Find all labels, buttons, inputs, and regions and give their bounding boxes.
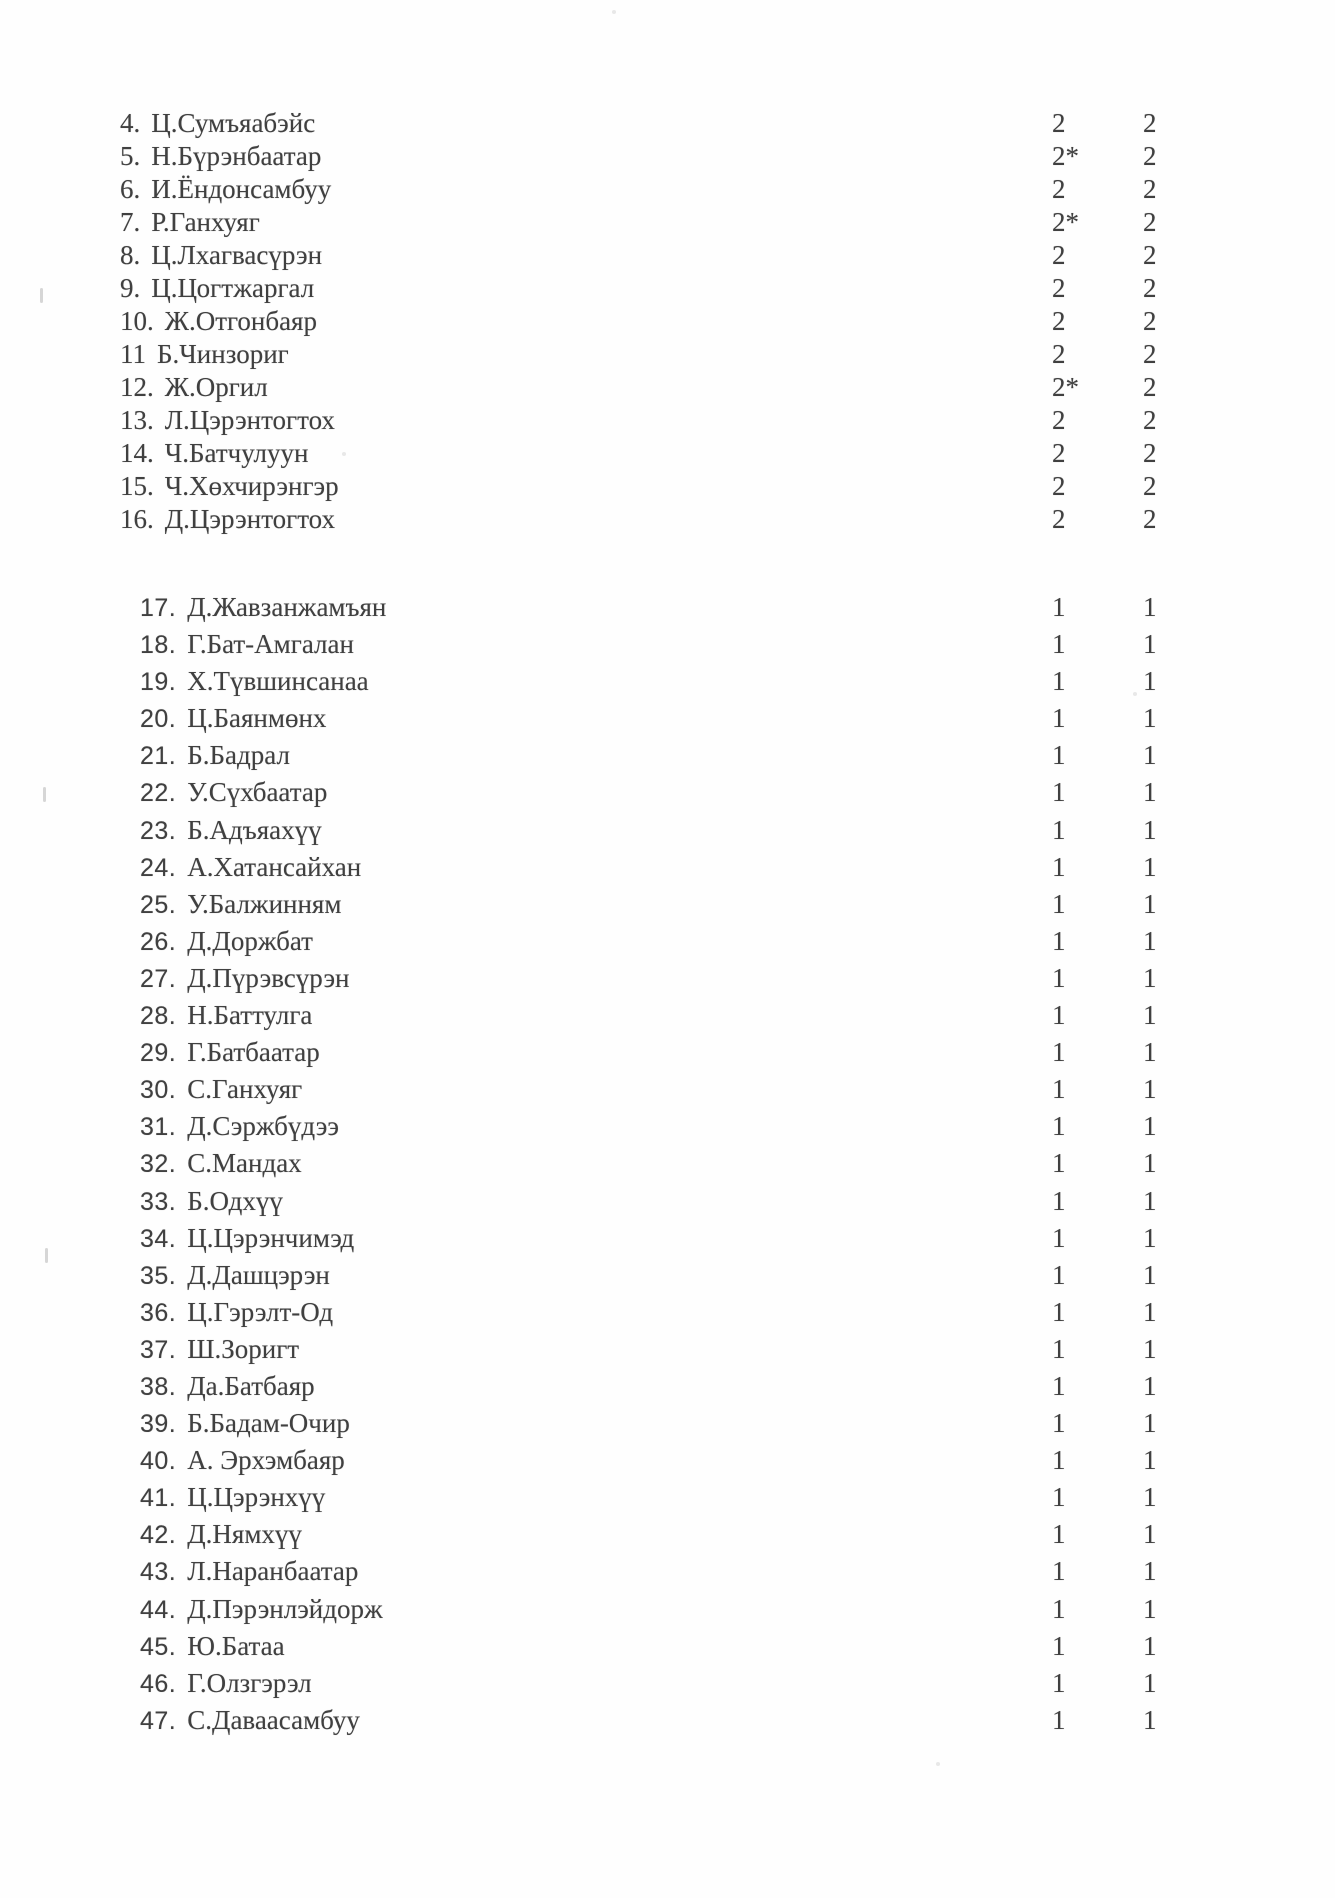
value-column-1: 1 [1052,1482,1066,1513]
value-column-2: 2 [1143,174,1157,204]
value-column-1: 1 [1052,1259,1066,1290]
value-column-1: 1 [1052,1222,1066,1253]
person-name: Ц.Гэрэлт-Од [187,1296,334,1327]
value-column-2: 1 [1143,1370,1157,1401]
person-name: Г.Бат-Амгалан [187,629,354,660]
value-column-2: 1 [1143,703,1157,734]
value-column-1: 2 [1052,273,1066,303]
scan-artifact [43,787,46,802]
person-name: С.Ганхуяг [187,1074,303,1105]
person-name: Ш.Зоригт [187,1333,300,1364]
value-column-1: 2 [1052,405,1066,435]
person-name: Ю.Батаа [187,1630,285,1661]
value-column-1: 1 [1052,888,1066,919]
value-column-2: 1 [1143,1111,1157,1142]
value-column-2: 1 [1143,1445,1157,1476]
list-row [0,589,1335,626]
value-column-2: 2 [1143,405,1157,435]
person-name: Н.Баттулга [187,1000,313,1031]
person-name: Х.Түвшинсанаа [187,666,369,697]
value-column-2: 1 [1143,1000,1157,1031]
row-number: 23. [140,816,177,845]
list-row [0,1145,1335,1182]
value-column-2: 2 [1143,207,1157,237]
scan-artifact [40,288,43,303]
list-row [0,1331,1335,1368]
row-number: 35. [140,1261,177,1290]
value-column-1: 1 [1052,1074,1066,1105]
value-column-2: 1 [1143,666,1157,697]
person-name: Ч.Батчулуун [164,438,309,468]
value-column-2: 1 [1143,1593,1157,1624]
person-name: Б.Чинзориг [157,339,289,369]
row-number: 4. [120,108,141,138]
value-column-2: 1 [1143,777,1157,808]
list-row [0,404,1335,437]
value-column-2: 1 [1143,1185,1157,1216]
value-column-1: 1 [1052,814,1066,845]
value-column-2: 1 [1143,1630,1157,1661]
value-column-1: 1 [1052,703,1066,734]
row-number: 19. [140,668,177,697]
list-row [0,1628,1335,1665]
value-column-1: 1 [1052,1445,1066,1476]
row-number: 13. [120,405,154,435]
person-name: Ж.Оргил [164,372,268,402]
value-column-2: 1 [1143,1667,1157,1698]
row-number: 39. [140,1410,177,1439]
row-number: 11 [120,339,146,369]
person-name: А.Хатансайхан [187,851,362,882]
value-column-1: 1 [1052,1593,1066,1624]
row-number: 27. [140,964,177,993]
row-number: 29. [140,1039,177,1068]
person-name: Н.Бүрэнбаатар [151,141,322,171]
person-name: Д.Жавзанжамъян [187,592,387,622]
value-column-1: 1 [1052,740,1066,771]
value-column-1: 1 [1052,1630,1066,1661]
value-column-1: 1 [1052,1556,1066,1587]
person-name: Д.Пэрэнлэйдорж [187,1593,383,1624]
list-row [0,371,1335,404]
person-name: Р.Ганхуяг [151,207,260,237]
row-number: 33. [140,1187,177,1216]
list-row [0,239,1335,272]
row-number: 14. [120,438,154,468]
person-name: У.Сүхбаатар [187,777,328,808]
person-name: Д.Сэржбүдээ [187,1111,339,1142]
value-column-2: 1 [1143,1148,1157,1179]
person-name: Л.Наранбаатар [187,1556,359,1587]
list-row [0,812,1335,849]
row-number: 28. [140,1002,177,1031]
row-number: 20. [140,705,177,734]
value-column-2: 2 [1143,471,1157,501]
row-number: 25. [140,890,177,919]
list-row [0,503,1335,536]
list-row [0,1034,1335,1071]
list-row [0,272,1335,305]
value-column-1: 1 [1052,1667,1066,1698]
list-row [0,1442,1335,1479]
value-column-2: 1 [1143,1482,1157,1513]
person-name: Ж.Отгонбаяр [164,306,317,336]
person-name: У.Балжинням [187,888,342,919]
value-column-1: 1 [1052,777,1066,808]
value-column-2: 2 [1143,273,1157,303]
row-number: 37. [140,1335,177,1364]
person-name: И.Ёндонсамбуу [151,174,332,204]
list-row [0,1071,1335,1108]
row-number: 46. [140,1669,177,1698]
value-column-1: 2 [1052,504,1066,534]
list-row [0,626,1335,663]
row-number: 16. [120,504,154,534]
value-column-2: 2 [1143,141,1157,171]
value-column-1: 1 [1052,1704,1066,1735]
value-column-1: 1 [1052,592,1066,622]
row-number: 18. [140,631,177,660]
row-number: 7. [120,207,141,237]
value-column-2: 1 [1143,1222,1157,1253]
list-row [0,1220,1335,1257]
row-number: 41. [140,1484,177,1513]
value-column-1: 1 [1052,666,1066,697]
list-row [0,960,1335,997]
value-column-1: 2* [1052,141,1079,171]
list-row [0,470,1335,503]
person-name: Б.Бадам-Очир [187,1408,350,1439]
person-name: Ц.Цэрэнчимэд [187,1222,355,1253]
name-list-group-2 [0,589,1335,1739]
value-column-2: 1 [1143,851,1157,882]
value-column-2: 1 [1143,1704,1157,1735]
person-name: Ц.Цэрэнхүү [187,1482,326,1513]
value-column-2: 1 [1143,925,1157,956]
list-row [0,849,1335,886]
scan-artifact [1133,692,1137,696]
list-row [0,107,1335,140]
list-row [0,774,1335,811]
list-row [0,737,1335,774]
scan-artifact [936,1762,940,1766]
person-name: Б.Адъяахүү [187,814,322,845]
list-row [0,1479,1335,1516]
row-number: 15. [120,471,154,501]
value-column-2: 2 [1143,438,1157,468]
value-column-1: 1 [1052,629,1066,660]
row-number: 10. [120,306,154,336]
person-name: Г.Олзгэрэл [187,1667,312,1698]
value-column-1: 2 [1052,174,1066,204]
list-row [0,173,1335,206]
list-row [0,1702,1335,1739]
person-name: Д.Пүрэвсүрэн [187,962,350,993]
value-column-1: 1 [1052,851,1066,882]
value-column-1: 1 [1052,1185,1066,1216]
value-column-1: 2 [1052,108,1066,138]
value-column-2: 2 [1143,372,1157,402]
person-name: Б.Бадрал [187,740,290,771]
person-name: Д.Дашцэрэн [187,1259,330,1290]
person-name: Ц.Лхагвасүрэн [151,240,323,270]
person-name: Л.Цэрэнтогтох [164,405,335,435]
value-column-1: 1 [1052,1296,1066,1327]
row-number: 30. [140,1076,177,1105]
row-number: 12. [120,372,154,402]
row-number: 21. [140,742,177,771]
person-name: Ц.Сумъяабэйс [151,108,316,138]
scan-artifact [45,1248,48,1263]
value-column-2: 1 [1143,1333,1157,1364]
name-list-group-1 [0,107,1335,536]
value-column-1: 2 [1052,240,1066,270]
list-row [0,1516,1335,1553]
value-column-1: 2* [1052,207,1079,237]
value-column-2: 1 [1143,629,1157,660]
person-name: Г.Батбаатар [187,1037,320,1068]
scan-artifact [342,452,346,456]
list-row [0,886,1335,923]
list-row [0,923,1335,960]
value-column-1: 2 [1052,339,1066,369]
list-row [0,1591,1335,1628]
value-column-1: 1 [1052,1000,1066,1031]
row-number: 38. [140,1372,177,1401]
row-number: 9. [120,273,141,303]
list-row [0,1368,1335,1405]
person-name: Ц.Баянмөнх [187,703,327,734]
row-number: 22. [140,779,177,808]
list-row [0,1108,1335,1145]
value-column-2: 2 [1143,339,1157,369]
list-row [0,206,1335,239]
list-row [0,1665,1335,1702]
list-row [0,997,1335,1034]
value-column-2: 2 [1143,306,1157,336]
person-name: С.Даваасамбуу [187,1704,360,1735]
person-name: Д.Нямхүү [187,1519,302,1550]
value-column-2: 1 [1143,1556,1157,1587]
person-name: Б.Одхүү [187,1185,283,1216]
value-column-2: 1 [1143,1259,1157,1290]
list-row [0,1294,1335,1331]
row-number: 43. [140,1558,177,1587]
list-row [0,1405,1335,1442]
value-column-1: 1 [1052,1408,1066,1439]
value-column-2: 1 [1143,814,1157,845]
value-column-2: 1 [1143,592,1157,622]
row-number: 36. [140,1298,177,1327]
row-number: 8. [120,240,141,270]
value-column-2: 1 [1143,1074,1157,1105]
row-number: 17. [140,594,177,622]
list-row [0,1183,1335,1220]
list-row [0,305,1335,338]
row-number: 34. [140,1224,177,1253]
row-number: 5. [120,141,141,171]
row-number: 24. [140,853,177,882]
person-name: Д.Цэрэнтогтох [164,504,336,534]
value-column-2: 2 [1143,108,1157,138]
person-name: Ч.Хөхчирэнгэр [164,471,339,501]
value-column-1: 1 [1052,1111,1066,1142]
row-number: 26. [140,927,177,956]
value-column-2: 1 [1143,1296,1157,1327]
value-column-1: 2 [1052,306,1066,336]
scan-artifact [612,10,616,14]
row-number: 45. [140,1632,177,1661]
value-column-1: 1 [1052,962,1066,993]
row-number: 6. [120,174,141,204]
value-column-1: 1 [1052,1519,1066,1550]
row-number: 42. [140,1521,177,1550]
list-row [0,1553,1335,1590]
list-row [0,140,1335,173]
value-column-2: 1 [1143,962,1157,993]
row-number: 40. [140,1447,177,1476]
person-name: Ц.Цогтжаргал [151,273,315,303]
value-column-2: 1 [1143,1408,1157,1439]
list-row [0,700,1335,737]
person-name: Да.Батбаяр [187,1370,315,1401]
value-column-2: 1 [1143,740,1157,771]
value-column-1: 1 [1052,1370,1066,1401]
value-column-1: 1 [1052,1148,1066,1179]
person-name: Д.Доржбат [187,925,313,956]
value-column-1: 2 [1052,438,1066,468]
value-column-2: 2 [1143,240,1157,270]
row-number: 44. [140,1595,177,1624]
row-number: 31. [140,1113,177,1142]
value-column-1: 1 [1052,1333,1066,1364]
value-column-2: 1 [1143,1037,1157,1068]
list-row [0,338,1335,371]
value-column-1: 1 [1052,925,1066,956]
list-row [0,1257,1335,1294]
row-number: 47. [140,1706,177,1735]
row-number: 32. [140,1150,177,1179]
value-column-2: 2 [1143,504,1157,534]
value-column-2: 1 [1143,888,1157,919]
value-column-1: 2* [1052,372,1079,402]
person-name: С.Мандах [187,1148,302,1179]
person-name: А. Эрхэмбаяр [187,1445,345,1476]
value-column-1: 2 [1052,471,1066,501]
list-row [0,437,1335,470]
value-column-2: 1 [1143,1519,1157,1550]
value-column-1: 1 [1052,1037,1066,1068]
